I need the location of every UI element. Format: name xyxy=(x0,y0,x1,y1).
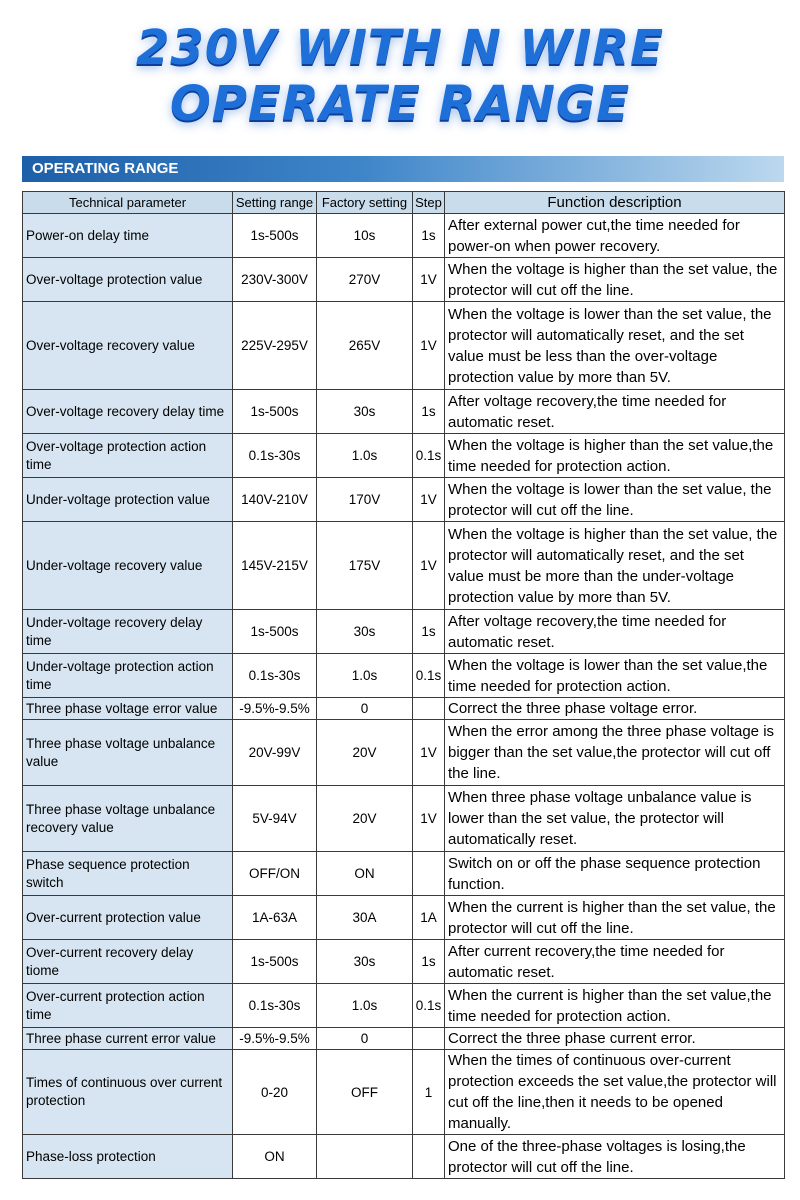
table-row xyxy=(23,1135,785,1179)
table-body xyxy=(23,214,785,1179)
table-row xyxy=(23,984,785,1028)
param-cell: Times of continuous over current protection xyxy=(23,1050,233,1135)
step-cell: 1V xyxy=(413,522,445,610)
factory-cell: 30s xyxy=(317,610,413,654)
description-cell: When the times of continuous over-current protection exceeds the set value,the protector will cut off the line,then it needs to be opened manually. xyxy=(445,1050,785,1135)
param-cell: Phase sequence protection switch xyxy=(23,852,233,896)
range-cell: 1s-500s xyxy=(233,940,317,984)
param-cell: Over-voltage recovery delay time xyxy=(23,390,233,434)
description-cell: When the voltage is higher than the set value, the protector will cut off the line. xyxy=(445,258,785,302)
description-cell: When the current is higher than the set value,the time needed for protection action. xyxy=(445,984,785,1028)
factory-cell: 10s xyxy=(317,214,413,258)
table-row xyxy=(23,258,785,302)
range-cell: ON xyxy=(233,1135,317,1179)
step-cell: 0.1s xyxy=(413,434,445,478)
description-cell: After voltage recovery,the time needed for automatic reset. xyxy=(445,390,785,434)
factory-cell: 20V xyxy=(317,720,413,786)
header-factory: Factory setting xyxy=(317,192,413,214)
step-cell xyxy=(413,698,445,720)
param-cell: Under-voltage recovery delay time xyxy=(23,610,233,654)
range-cell: 0.1s-30s xyxy=(233,434,317,478)
table-row xyxy=(23,1050,785,1135)
table-row xyxy=(23,390,785,434)
factory-cell: 175V xyxy=(317,522,413,610)
range-cell: 225V-295V xyxy=(233,302,317,390)
range-cell: 145V-215V xyxy=(233,522,317,610)
step-cell: 1V xyxy=(413,786,445,852)
section-header: OPERATING RANGE xyxy=(22,156,784,182)
param-cell: Over-voltage recovery value xyxy=(23,302,233,390)
description-cell: When the voltage is lower than the set value, the protector will automatically reset, and the set value must be less than the over-voltage protection value by more than 5V. xyxy=(445,302,785,390)
param-cell: Three phase voltage unbalance value xyxy=(23,720,233,786)
description-cell: Correct the three phase voltage error. xyxy=(445,698,785,720)
step-cell: 1V xyxy=(413,258,445,302)
step-cell: 0.1s xyxy=(413,654,445,698)
factory-cell xyxy=(317,1135,413,1179)
step-cell xyxy=(413,1135,445,1179)
step-cell: 1A xyxy=(413,896,445,940)
description-cell: When the voltage is higher than the set value, the protector will automatically reset, and the set value must be more than the under-voltage protection value by more than 5V. xyxy=(445,522,785,610)
description-cell: Switch on or off the phase sequence protection function. xyxy=(445,852,785,896)
factory-cell: 0 xyxy=(317,698,413,720)
step-cell: 1V xyxy=(413,720,445,786)
table-row xyxy=(23,852,785,896)
factory-cell: 0 xyxy=(317,1028,413,1050)
factory-cell: 20V xyxy=(317,786,413,852)
factory-cell: 30s xyxy=(317,940,413,984)
description-cell: When three phase voltage unbalance value is lower than the set value, the protector will automatically reset. xyxy=(445,786,785,852)
table-row xyxy=(23,434,785,478)
factory-cell: 1.0s xyxy=(317,654,413,698)
step-cell xyxy=(413,1028,445,1050)
factory-cell: ON xyxy=(317,852,413,896)
table-row xyxy=(23,522,785,610)
table-row xyxy=(23,214,785,258)
range-cell: 140V-210V xyxy=(233,478,317,522)
step-cell: 1V xyxy=(413,302,445,390)
param-cell: Three phase voltage error value xyxy=(23,698,233,720)
range-cell: 1s-500s xyxy=(233,390,317,434)
param-cell: Over-current protection action time xyxy=(23,984,233,1028)
factory-cell: 30s xyxy=(317,390,413,434)
description-cell: When the voltage is lower than the set value, the protector will cut off the line. xyxy=(445,478,785,522)
table-row xyxy=(23,720,785,786)
table-row xyxy=(23,940,785,984)
header-range: Setting range xyxy=(233,192,317,214)
range-cell: -9.5%-9.5% xyxy=(233,1028,317,1050)
range-cell: -9.5%-9.5% xyxy=(233,698,317,720)
factory-cell: 30A xyxy=(317,896,413,940)
title-line-2: OPERATE RANGE xyxy=(170,76,630,132)
description-cell: When the error among the three phase voltage is bigger than the set value,the protector will cut off the line. xyxy=(445,720,785,786)
range-cell: 0.1s-30s xyxy=(233,654,317,698)
step-cell: 1 xyxy=(413,1050,445,1135)
param-cell: Over-voltage protection action time xyxy=(23,434,233,478)
param-cell: Power-on delay time xyxy=(23,214,233,258)
range-cell: 1s-500s xyxy=(233,214,317,258)
table-row xyxy=(23,654,785,698)
description-cell: When the voltage is higher than the set value,the time needed for protection action. xyxy=(445,434,785,478)
table-row xyxy=(23,1028,785,1050)
param-cell: Under-voltage protection value xyxy=(23,478,233,522)
step-cell xyxy=(413,852,445,896)
table-row xyxy=(23,896,785,940)
factory-cell: 270V xyxy=(317,258,413,302)
range-cell: 0.1s-30s xyxy=(233,984,317,1028)
param-cell: Under-voltage recovery value xyxy=(23,522,233,610)
range-cell: 1s-500s xyxy=(233,610,317,654)
factory-cell: 170V xyxy=(317,478,413,522)
range-cell: 230V-300V xyxy=(233,258,317,302)
factory-cell: 265V xyxy=(317,302,413,390)
range-cell: 1A-63A xyxy=(233,896,317,940)
step-cell: 0.1s xyxy=(413,984,445,1028)
table-row xyxy=(23,478,785,522)
header-parameter: Technical parameter xyxy=(23,192,233,214)
range-cell: 0-20 xyxy=(233,1050,317,1135)
description-cell: When the current is higher than the set value, the protector will cut off the line. xyxy=(445,896,785,940)
param-cell: Over-current recovery delay tiome xyxy=(23,940,233,984)
description-cell: After external power cut,the time needed for power-on when power recovery. xyxy=(445,214,785,258)
range-cell: 5V-94V xyxy=(233,786,317,852)
operating-range-table xyxy=(22,191,785,1179)
description-cell: When the voltage is lower than the set value,the time needed for protection action. xyxy=(445,654,785,698)
step-cell: 1V xyxy=(413,478,445,522)
header-step: Step xyxy=(413,192,445,214)
table-row xyxy=(23,786,785,852)
description-cell: Correct the three phase current error. xyxy=(445,1028,785,1050)
title-line-1: 230V WITH N WIRE xyxy=(136,20,664,76)
description-cell: After voltage recovery,the time needed for automatic reset. xyxy=(445,610,785,654)
range-cell: OFF/ON xyxy=(233,852,317,896)
param-cell: Over-current protection value xyxy=(23,896,233,940)
param-cell: Three phase voltage unbalance recovery value xyxy=(23,786,233,852)
factory-cell: 1.0s xyxy=(317,984,413,1028)
description-cell: After current recovery,the time needed for automatic reset. xyxy=(445,940,785,984)
range-cell: 20V-99V xyxy=(233,720,317,786)
table-row xyxy=(23,610,785,654)
step-cell: 1s xyxy=(413,390,445,434)
step-cell: 1s xyxy=(413,214,445,258)
table-row xyxy=(23,302,785,390)
description-cell: One of the three-phase voltages is losing,the protector will cut off the line. xyxy=(445,1135,785,1179)
param-cell: Three phase current error value xyxy=(23,1028,233,1050)
step-cell: 1s xyxy=(413,610,445,654)
factory-cell: OFF xyxy=(317,1050,413,1135)
step-cell: 1s xyxy=(413,940,445,984)
param-cell: Phase-loss protection xyxy=(23,1135,233,1179)
page-title xyxy=(0,20,800,132)
param-cell: Over-voltage protection value xyxy=(23,258,233,302)
table-header-row xyxy=(23,192,785,214)
header-function: Function description xyxy=(445,192,785,214)
factory-cell: 1.0s xyxy=(317,434,413,478)
table-row xyxy=(23,698,785,720)
param-cell: Under-voltage protection action time xyxy=(23,654,233,698)
